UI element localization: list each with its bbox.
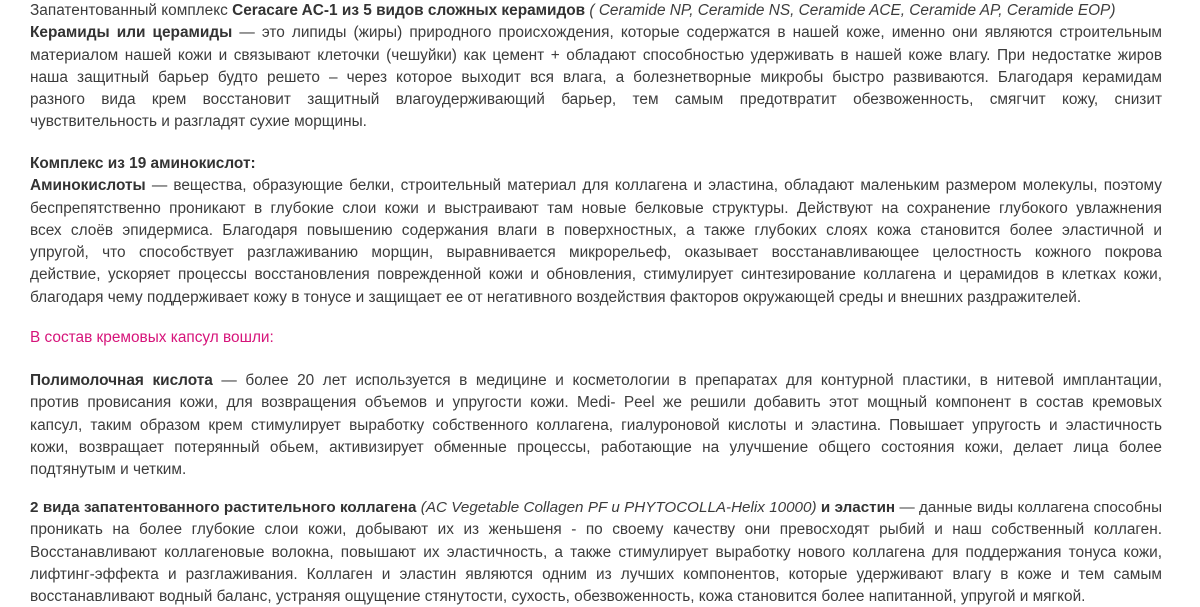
collagen-line-1 — [30, 497, 1162, 519]
amino-text-1: — вещества, образующие белки, строительный материал для коллагена и эластина, обладают маленьким размером молекулы, поэтому — [145, 177, 1162, 195]
collagen-line-3: Восстанавливают коллагеновые волокна, повышают их эластичность, а также стимулирует выработку нового коллагена для поддержания тонуса кожи, — [30, 543, 1162, 561]
amino-heading: Комплекс из 19 аминокислот: — [30, 155, 256, 172]
ceramides-line-2: материалом нашей кожи и связывают клеточки (чешуйки) как цемент + обладают способностью удерживать в нашей коже влагу. При недостатке жиров — [30, 46, 1162, 64]
ceramides-line-3: наша защитный барьер будто решето – через которое выходит вся влага, а болезнетворные микробы быстро развиваются. Благодаря керамидам — [30, 68, 1162, 86]
collagen-types: (AC Vegetable Collagen PF и PHYTOCOLLA-Helix 10000) — [416, 499, 817, 516]
ceramides-text-1: — это липиды (жиры) природного происхождения, которые содержатся в нашей коже, именно они являются строительным — [232, 24, 1163, 42]
intro-line — [30, 0, 1162, 22]
amino-line-3: всех слоёв эпидермиса. Благодаря повышению содержания влаги в поверхностных, а также глубоких слоях кожа становится более эластичной и — [30, 221, 1162, 239]
polylactic-line-5: подтянутым и четким. — [30, 461, 187, 479]
amino-line-4: упругой, что способствует разглаживанию морщин, выравнивается микрорельеф, оказывает восстанавливающее целостность кожного покрова — [30, 244, 1162, 262]
polylactic-term: Полимолочная кислота — [30, 372, 213, 389]
ceramides-line-5: чувствительность и разгладят сухие морщины. — [30, 113, 367, 131]
collagen-section — [30, 497, 1162, 607]
collagen-line-5: восстанавливают водный баланс, устраняя ощущение стянутости, сухость, обезвоженность, кожа становится более напитанной, упругой и мягкой. — [30, 588, 1086, 606]
amino-term: Аминокислоты — [30, 177, 146, 195]
polylactic-line-2: против провисания кожи, для возвращения объемов и упругости кожи. Medi- Peel же решили добавить этот мощный компонент в состав кремовых — [30, 394, 1162, 412]
polylactic-text-1: — более 20 лет используется в медицине и косметологии в препаратах для контурной пластики, в нитевой имплантации, — [212, 372, 1162, 389]
collagen-text-1: — данные виды коллагена способны — [895, 499, 1162, 516]
elastin-term: и эластин — [816, 499, 896, 516]
polylactic-line-1 — [30, 370, 1162, 392]
ceramides-term: Керамиды или церамиды — [30, 24, 233, 42]
amino-section — [30, 153, 1162, 309]
collagen-term: 2 вида запатентованного растительного коллагена — [30, 499, 417, 516]
polylactic-line-3: капсул, таким образом крем стимулирует выработку собственного коллагена, гиалуроновой кислоты и эластина. Повышает упругость и эластичность — [30, 416, 1162, 434]
collagen-line-2: проникать на более глубокие слои кожи, добывают их из женьшеня - по своему качеству они превосходят рыбий и наш собственный коллаген. — [30, 521, 1162, 539]
amino-line-1 — [30, 175, 1162, 197]
collagen-line-4: лифтинг-эффекта и разглаживания. Коллаген и эластин являются одним из лучших компонентов, которые удерживают влагу в коже и тем самым — [30, 565, 1162, 583]
ceramides-section — [30, 0, 1162, 134]
amino-line-6: благодаря чему поддерживает кожу в тонусе и защищает ее от негативного воздействия факторов окружающей среды и внешних раздражителей. — [30, 288, 1082, 306]
ceramides-line-1 — [30, 22, 1162, 44]
ceramides-line-4: разного вида крем восстановит защитный влагоудерживающий барьер, тем самым предотвратит обезвоженность, смягчит кожу, снизит — [30, 91, 1162, 109]
polylactic-section — [30, 370, 1162, 481]
intro-prefix: Запатентованный комплекс — [30, 2, 233, 19]
polylactic-line-4: кожи, возвращает потерянный обьем, активизирует обменные процессы, работающие на улучшение общего состояния кожи, делает лица более — [30, 438, 1162, 456]
intro-ceramide-list: ( Ceramide NP, Ceramide NS, Ceramide ACE, Ceramide AP, Ceramide EOP) — [585, 2, 1116, 19]
intro-complex-name: Ceracare AC-1 из 5 видов сложных керамидов — [232, 2, 586, 19]
amino-line-2: беспрепятственно проникают в глубокие слои кожи и выстраивают там новые белковые структуры. Действуют на сохранение глубокого увлажнения — [30, 199, 1162, 217]
capsules-heading: В состав кремовых капсул вошли: — [30, 329, 274, 346]
amino-line-5: действие, ускоряет процессы восстановления поврежденной кожи и обновления, стимулирует синтезирование коллагена и церамидов в клетках кожи, — [30, 266, 1162, 284]
capsules-section — [30, 327, 1162, 349]
